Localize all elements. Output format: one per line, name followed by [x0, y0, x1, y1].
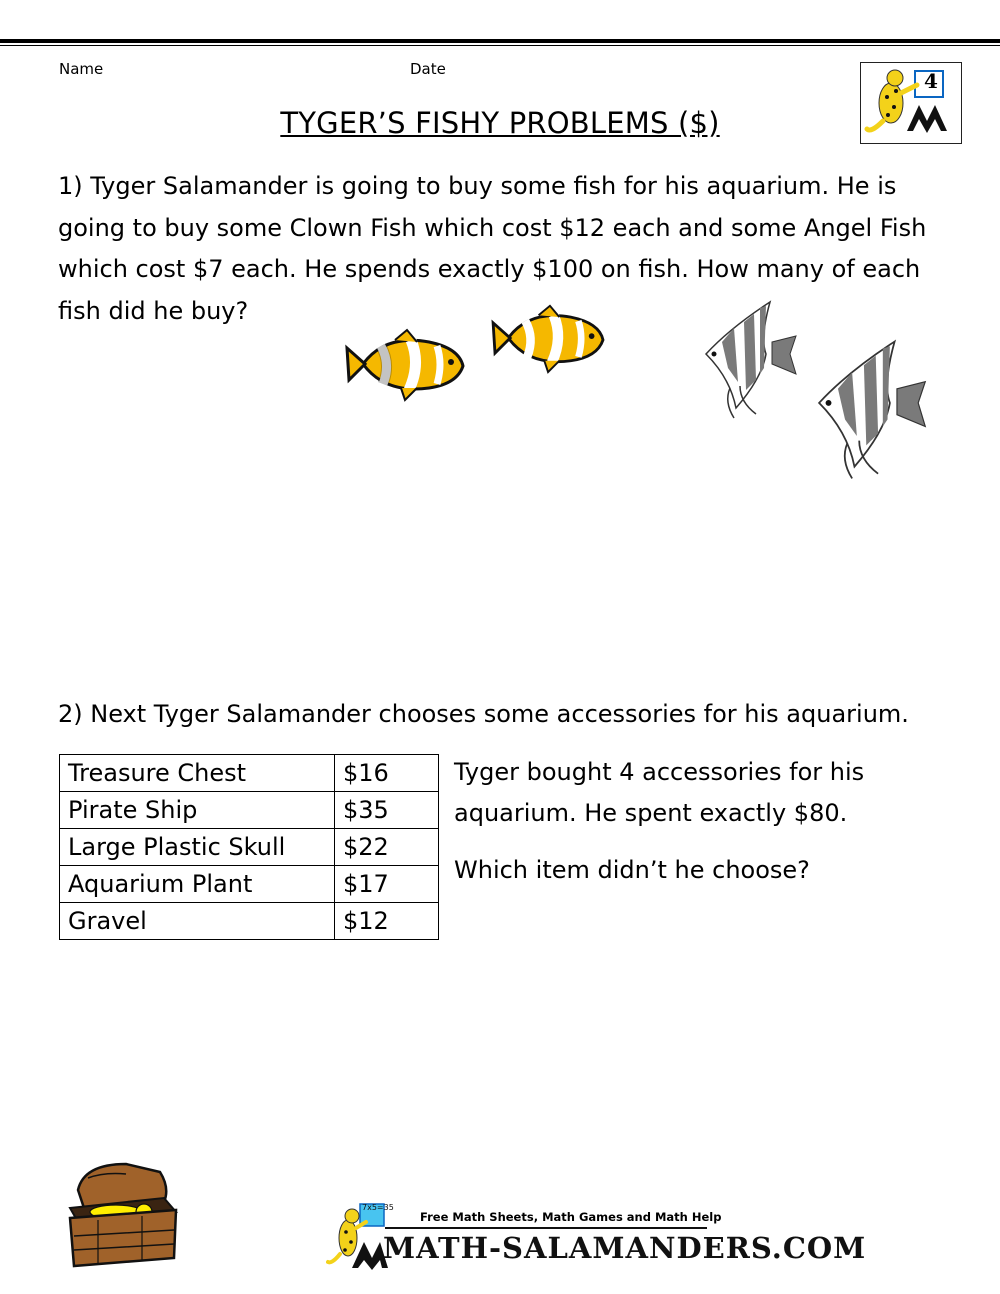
problem-2-question: Which item didn’t he choose?: [454, 856, 810, 884]
angelfish-icon: [700, 298, 800, 422]
treasure-chest-icon: [64, 1158, 184, 1270]
problem-2-statement: Tyger bought 4 accessories for his aquarium. He spent exactly $80.: [454, 758, 865, 827]
item-name: Gravel: [60, 903, 335, 940]
footer-brand: MATH-SALAMANDERS.COM: [383, 1231, 867, 1265]
grade-number: 4: [924, 69, 938, 93]
table-row: [60, 903, 439, 940]
item-name: Large Plastic Skull: [60, 829, 335, 866]
top-rule-thin: [0, 45, 1000, 46]
item-name: Treasure Chest: [60, 755, 335, 792]
clownfish-icon: [345, 326, 467, 402]
table-row: [60, 792, 439, 829]
item-price: $22: [335, 829, 439, 866]
angelfish-icon: [812, 330, 930, 490]
item-price: $16: [335, 755, 439, 792]
item-price: $12: [335, 903, 439, 940]
table-row: [60, 755, 439, 792]
page-title: TYGER’S FISHY PROBLEMS ($): [280, 106, 720, 140]
logo-badge-text: 7x5=35: [362, 1203, 394, 1212]
problem-2-intro: 2) Next Tyger Salamander chooses some accessories for his aquarium.: [58, 700, 909, 728]
clownfish-icon: [490, 302, 608, 374]
item-price: $17: [335, 866, 439, 903]
table-row: [60, 829, 439, 866]
problem-1-text: 1) Tyger Salamander is going to buy some fish for his aquarium. He is going to buy some Clown Fish which cost $12 each and some Angel Fish which cost $7 each. He spends exactly $100 on fish. How many of each fish did he buy?: [58, 172, 927, 325]
date-label: Date: [410, 60, 446, 78]
name-label: Name: [59, 60, 104, 78]
footer-tagline: Free Math Sheets, Math Games and Math Help: [420, 1210, 722, 1224]
salamander-logo-icon: [326, 1202, 394, 1270]
top-rule-thick: [0, 39, 1000, 43]
footer-underline: [385, 1227, 707, 1229]
item-name: Aquarium Plant: [60, 866, 335, 903]
table-row: [60, 866, 439, 903]
accessories-table: [59, 754, 439, 940]
item-name: Pirate Ship: [60, 792, 335, 829]
item-price: $35: [335, 792, 439, 829]
